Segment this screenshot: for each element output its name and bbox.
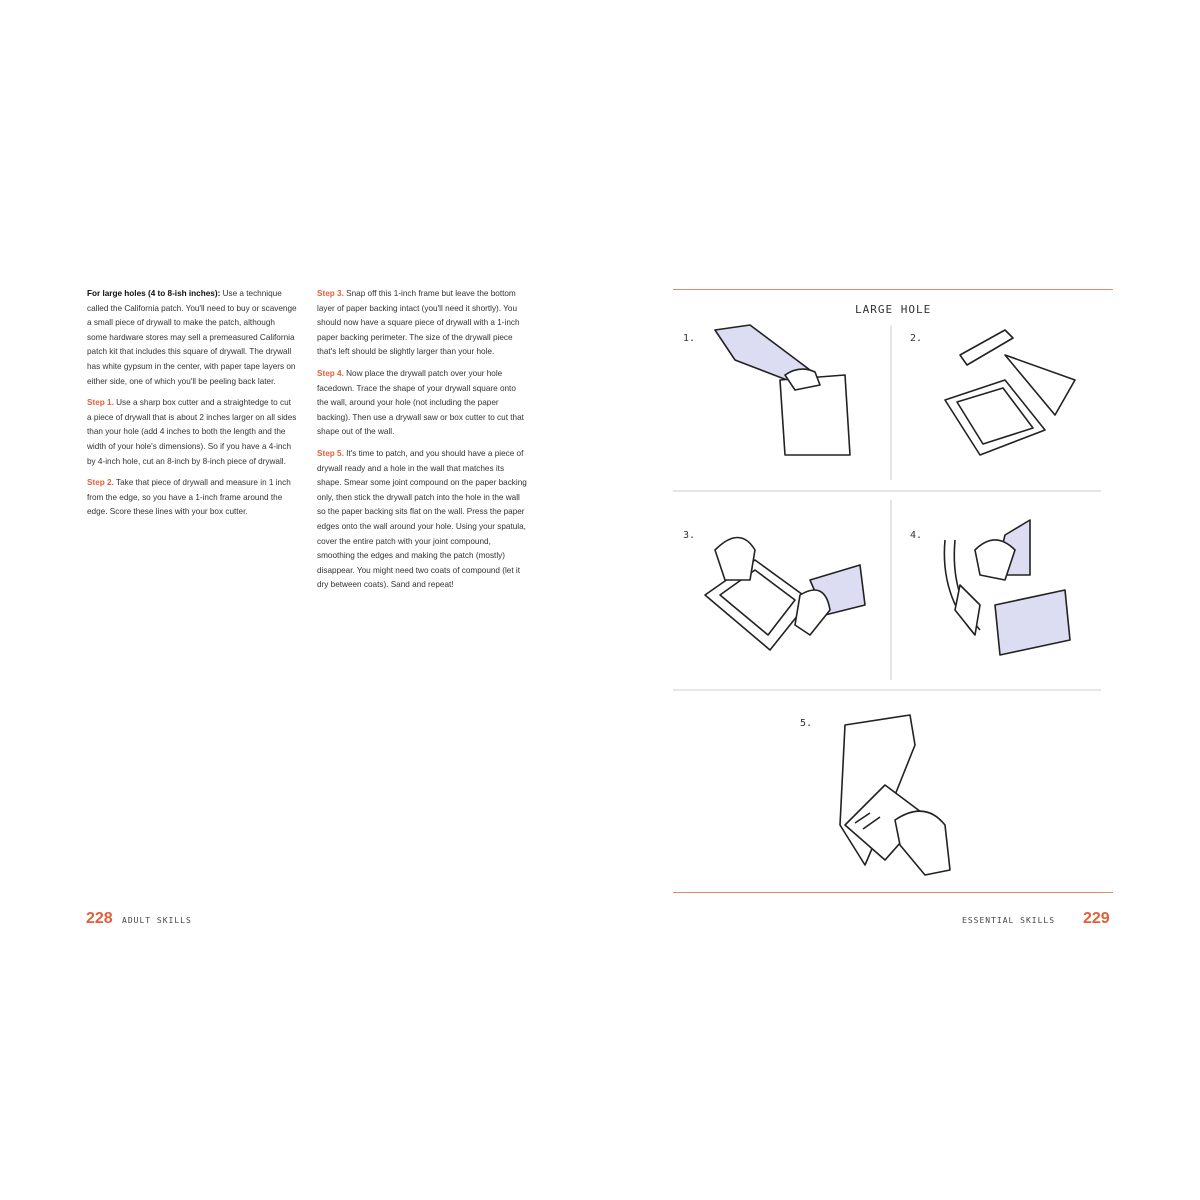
illustration-step-2 bbox=[935, 320, 1095, 470]
paragraph-step-3: Step 3. Snap off this 1-inch frame but leave the bottom layer of paper backing intact (you'll need it shortly). You should now have a square piece of drywall with a 1-inch paper backing perimeter. The size of the drywall piece that's left should be slightly larger than your hole. bbox=[317, 289, 520, 357]
grid-divider bbox=[890, 325, 892, 480]
illustration-step-4 bbox=[935, 515, 1095, 665]
page-number-right: 229 bbox=[1083, 910, 1110, 927]
step-number: 4. bbox=[910, 530, 923, 541]
illustration-step-5 bbox=[825, 705, 965, 885]
top-rule bbox=[673, 289, 1113, 290]
illustration-step-1 bbox=[705, 320, 865, 460]
step-number: 2. bbox=[910, 333, 923, 344]
step-number: 3. bbox=[683, 530, 696, 541]
left-column-1 bbox=[87, 287, 297, 527]
paragraph-step-2: Step 2. Take that piece of drywall and measure in 1 inch from the edge, so you have a 1-inch frame around the edge. Score these lines with your box cutter. bbox=[87, 478, 291, 517]
running-head-right: ESSENTIAL SKILLS bbox=[962, 916, 1056, 925]
illustration-title: LARGE HOLE bbox=[855, 303, 932, 316]
step-number: 1. bbox=[683, 333, 696, 344]
grid-divider bbox=[890, 500, 892, 680]
paragraph-step-5: Step 5. It's time to patch, and you should have a piece of drywall ready and a hole in the wall that matches its shape. Smear some joint compound on the paper backing only, then stick the drywall patch into the hole in the wall so the paper backing sits flat on the wall. Press the paper edges onto the wall around your hole. Using your spatula, cover the entire patch with your joint compound, smoothing the edges and making the patch (mostly) disappear. You might need two coats of compound (let it dry between coats). Sand and repeat! bbox=[317, 448, 527, 590]
paragraph-step-4: Step 4. Now place the drywall patch over your hole facedown. Trace the shape of your drywall square onto the wall, around your hole (not including the paper backing). Then use a drywall saw or box cutter to cut that shape out of the wall. bbox=[317, 368, 524, 437]
page-number-left: 228 bbox=[86, 910, 113, 927]
left-column-2 bbox=[317, 287, 527, 600]
grid-divider bbox=[673, 689, 1101, 691]
bottom-rule bbox=[673, 892, 1113, 893]
grid-divider bbox=[673, 490, 1101, 492]
paragraph-step-1: Step 1. Use a sharp box cutter and a straightedge to cut a piece of drywall that is about 2 inches larger on all sides than your hole (add 4 inches to both the length and the width of your hole's dimensions). So if you have a 4-inch by 4-inch hole, cut an 8-inch by 8-inch piece of drywall. bbox=[87, 398, 297, 466]
running-head-left: ADULT SKILLS bbox=[122, 916, 192, 925]
step-number: 5. bbox=[800, 718, 813, 729]
paragraph-intro: For large holes (4 to 8-ish inches): Use a technique called the California patch. You'll need to buy or scavenge a small piece of drywall to make the patch, although some hardware stores may sell a premeasured California patch kit that includes this square of drywall. The drywall has white gypsum in the center, with paper tape layers on either side, one of which you'll be peeling back later. bbox=[87, 289, 297, 386]
illustration-step-3 bbox=[700, 520, 870, 665]
